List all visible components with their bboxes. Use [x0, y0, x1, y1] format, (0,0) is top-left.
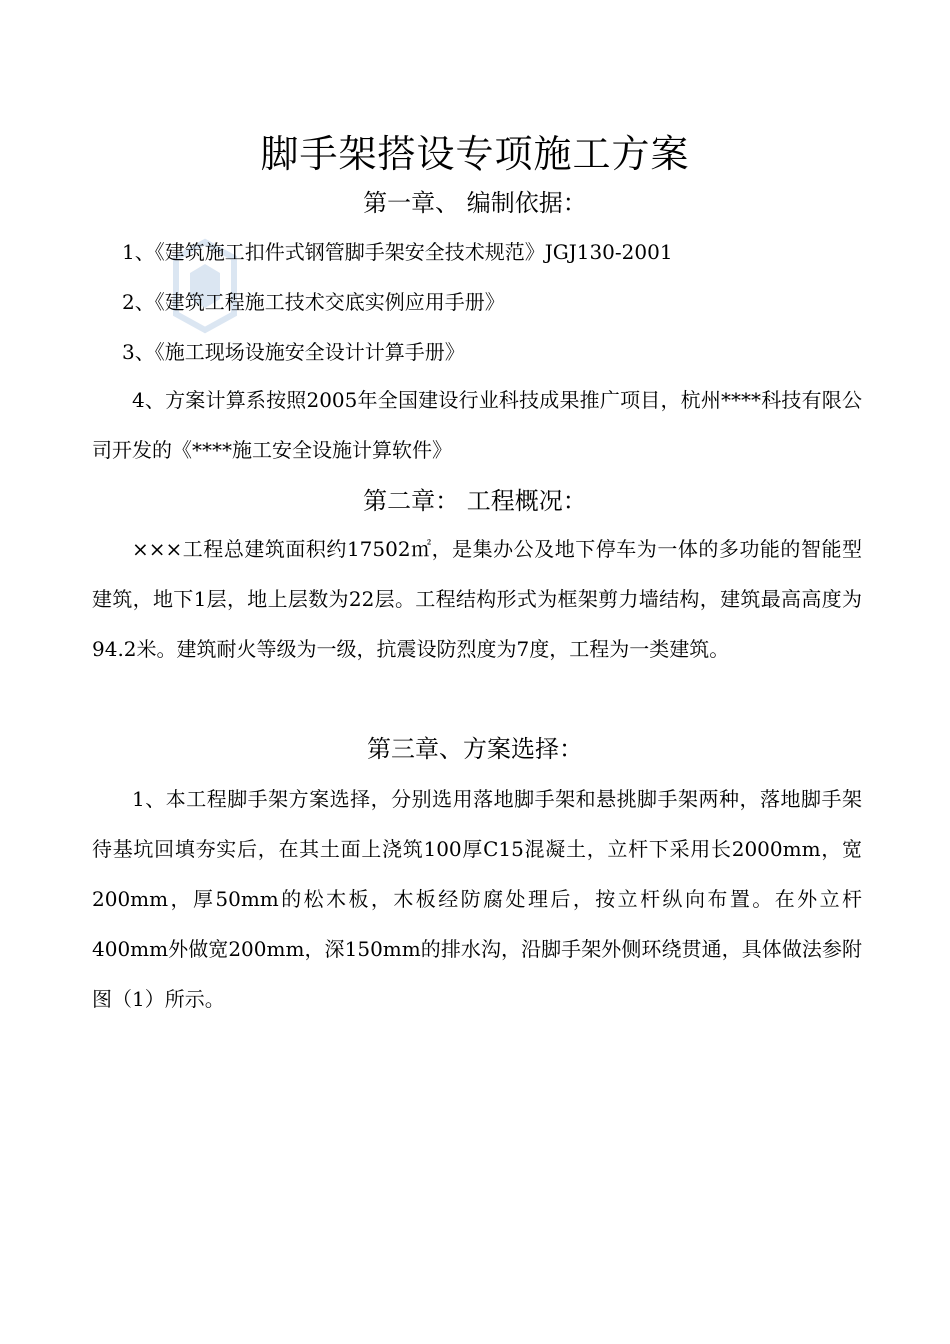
reference-item-2: 2、《建筑工程施工技术交底实例应用手册》	[122, 290, 505, 314]
chapter3-heading: 第三章、方案选择：	[367, 735, 583, 763]
chapter2-heading: 第二章： 工程概况：	[363, 487, 587, 515]
reference-item-1: 1、《建筑施工扣件式钢管脚手架安全技术规范》JGJ130-2001	[122, 240, 673, 264]
scheme-selection-paragraph: 1、本工程脚手架方案选择，分别选用落地脚手架和悬挑脚手架两种，落地脚手架待基坑回填夯实后，在其土面上浇筑100厚C15混凝土，立杆下采用长2000mm，宽200mm，厚50mm的松木板，木板经防腐处理后，按立杆纵向布置。在外立杆400mm外做宽200mm，深150mm的排水沟，沿脚手架外侧环绕贯通，具体做法参附图（1）所示。	[92, 787, 862, 1011]
reference-item-4: 4、方案计算系按照2005年全国建设行业科技成果推广项目，杭州****科技有限公司开发的《****施工安全设施计算软件》	[92, 388, 862, 462]
chapter1-heading: 第一章、 编制依据：	[363, 189, 587, 217]
reference-item-3: 3、《施工现场设施安全设计计算手册》	[122, 340, 465, 364]
document-title: 脚手架搭设专项施工方案	[260, 132, 690, 176]
project-overview-paragraph: ×××工程总建筑面积约17502㎡，是集办公及地下停车为一体的多功能的智能型建筑，地下1层，地上层数为22层。工程结构形式为框架剪力墙结构，建筑最高高度为94.2米。建筑耐火等级为一级，抗震设防烈度为7度，工程为一类建筑。	[92, 537, 862, 661]
